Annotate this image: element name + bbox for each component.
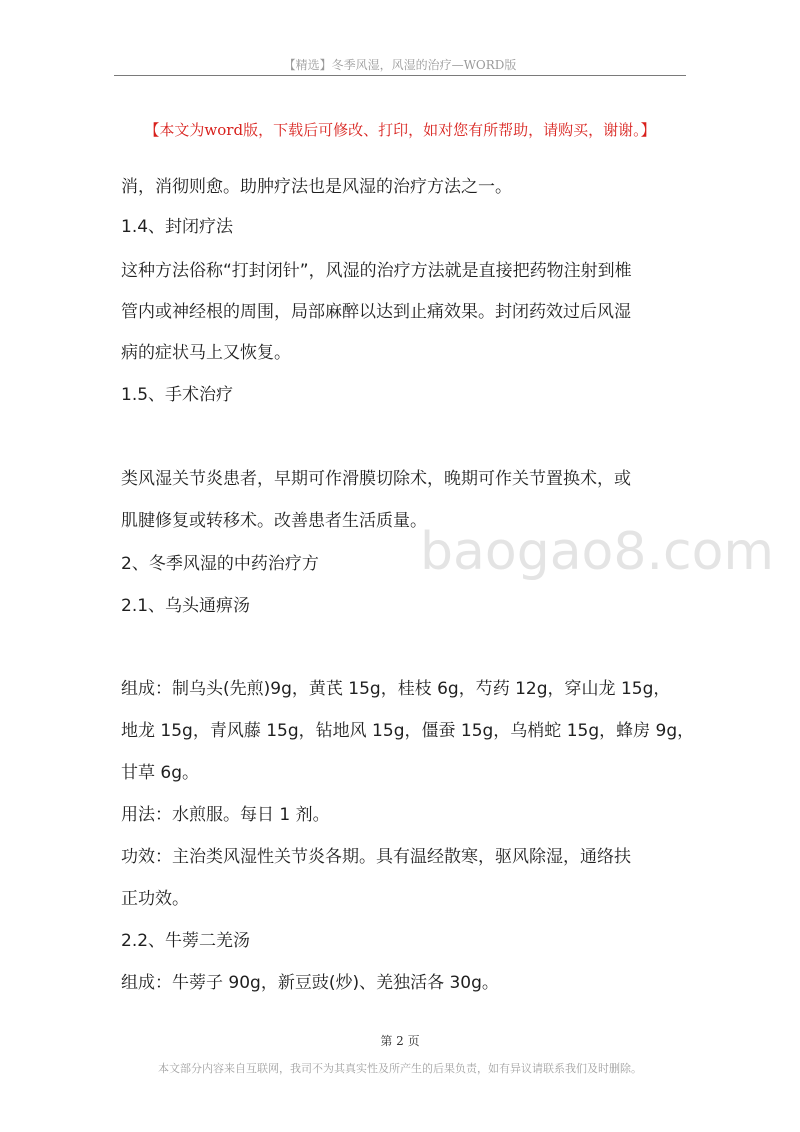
body-line: 组成：制乌头(先煎)9g，黄芪 15g，桂枝 6g，芍药 12g，穿山龙 15g， — [121, 679, 671, 699]
page-header-title: 【精选】冬季风湿，风湿的治疗—WORD版 — [283, 58, 517, 72]
body-line: 管内或神经根的周围，局部麻醉以达到止痛效果。封闭药效过后风湿 — [121, 302, 631, 322]
body-line: 病的症状马上又恢复。 — [121, 343, 291, 363]
body-line: 功效：主治类风湿性关节炎各期。具有温经散寒，驱风除湿，通络扶 — [121, 847, 631, 867]
section-heading-1-5: 1.5、手术治疗 — [121, 385, 234, 405]
body-line: 地龙 15g，青风藤 15g，钻地风 15g，僵蚕 15g，乌梢蛇 15g，蜂房 9g， — [121, 721, 695, 741]
body-line: 组成：牛蒡子 90g，新豆豉(炒)、羌独活各 30g。 — [121, 973, 499, 993]
body-line: 肌腱修复或转移术。改善患者生活质量。 — [121, 511, 427, 531]
footer-disclaimer: 本文部分内容来自互联网，我司不为其真实性及所产生的后果负责，如有异议请联系我们及时删除。 — [158, 1062, 642, 1075]
section-heading-2-1: 2.1、乌头通痹汤 — [121, 596, 251, 616]
section-heading-1-4: 1.4、封闭疗法 — [121, 217, 234, 237]
body-line: 类风湿关节炎患者，早期可作滑膜切除术，晚期可作关节置换术，或 — [121, 469, 631, 489]
section-heading-2: 2、冬季风湿的中药治疗方 — [121, 554, 319, 574]
body-line: 用法：水煎服。每日 1 剂。 — [121, 805, 330, 825]
section-heading-2-2: 2.2、牛蒡二羌汤 — [121, 931, 251, 951]
header-divider — [114, 75, 686, 76]
page-number: 第 2 页 — [380, 1034, 420, 1048]
watermark: baogao8.com — [420, 522, 775, 582]
body-line: 消，消彻则愈。助肿疗法也是风湿的治疗方法之一。 — [121, 177, 512, 197]
body-line: 正功效。 — [121, 889, 189, 909]
body-line: 这种方法俗称“打封闭针”，风湿的治疗方法就是直接把药物注射到椎 — [121, 261, 632, 281]
download-notice: 【本文为word版，下载后可修改、打印，如对您有所帮助，请购买，谢谢。】 — [144, 121, 656, 139]
body-line: 甘草 6g。 — [121, 763, 200, 783]
